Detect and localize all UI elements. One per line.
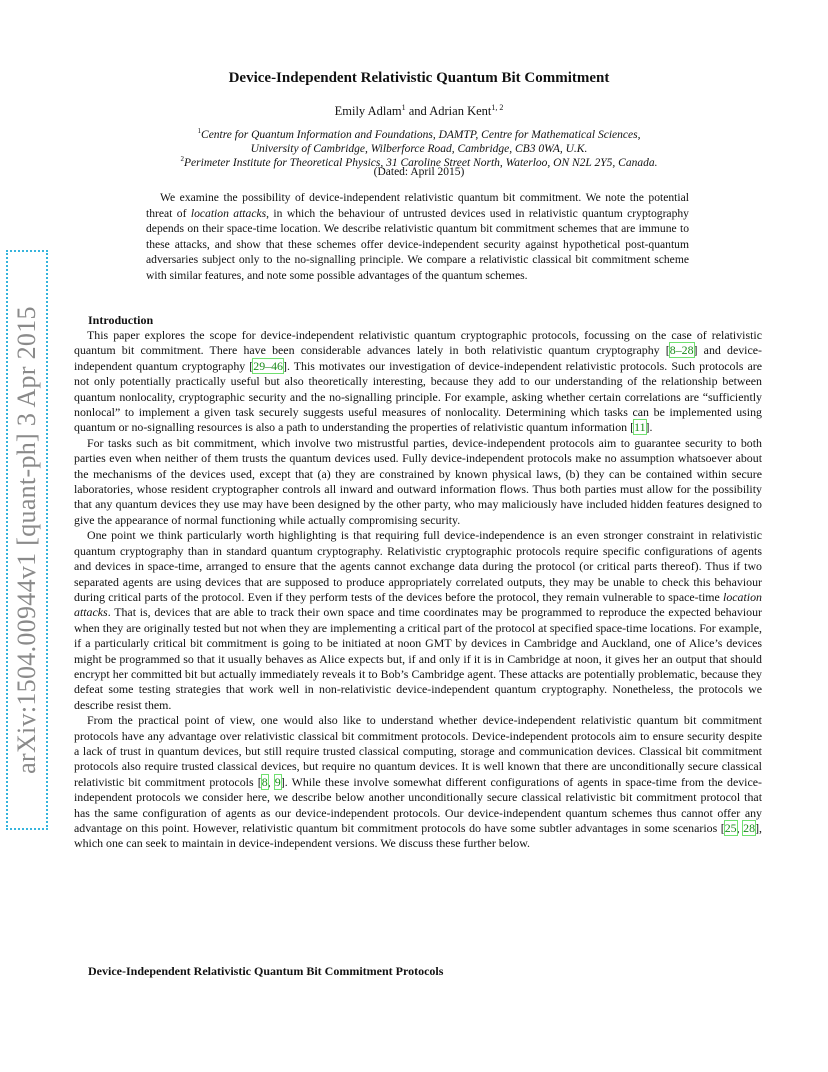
affiliation-text: Perimeter Institute for Theoretical Physics, 31 Caroline Street North, Waterloo, ON N2L 2Y5, Canada. <box>184 156 658 169</box>
paragraph-text: ]. While these involve somewhat different configurations of agents in space-time from the device-independent protocols we consider here, we describe below another unconditionally secure classical relativistic bit commitment protocol that has the same configuration of agents as our device-independent protocols. Our device-independent quantum schemes thus cannot offer any advantage on this point. However, relativistic quantum bit commitment protocols do have some subtler advantages in some scenarios [ <box>74 774 762 835</box>
paragraph <box>74 528 762 713</box>
abstract <box>146 190 689 283</box>
affiliation-text: University of Cambridge, Wilberforce Road, Cambridge, CB3 0WA, U.K. <box>250 143 588 156</box>
paragraph-text: , <box>267 774 275 789</box>
affiliation-marker: 1, 2 <box>491 103 504 112</box>
paragraph-text: , <box>736 821 744 835</box>
citation-link[interactable]: 29–46 <box>253 358 283 373</box>
citation-link[interactable]: 25 <box>724 821 737 835</box>
citation-link[interactable]: 28 <box>743 821 756 835</box>
citation-link[interactable]: 9 <box>274 774 281 789</box>
abstract-emphasis: location attacks <box>190 206 267 220</box>
body-text <box>74 328 762 852</box>
paragraph-text: From the practical point of view, one would also like to understand whether device-independent relativistic quantum bit commitment protocols have any advantage over relativistic classical bit commitment protocols. Device-independent protocols aim to ensure security despite a lack of trust in quantum devices, but still require trusted classical computing, storage and communication devices. Classical bit commitment protocols also require trusted classical devices, but require no quantum devices. It is well known that there are unconditionally secure classical relativistic bit commitment protocols [ <box>74 713 762 789</box>
paragraph <box>74 436 762 528</box>
author-line <box>74 103 764 119</box>
affiliation-marker: 1 <box>197 127 202 135</box>
paragraph <box>74 328 762 436</box>
paragraph-text: This paper explores the scope for device-independent relativistic quantum cryptographic protocols, focussing on the case of relativistic quantum bit commitment. There have been considerable advances lately in both relativistic quantum cryptography [ <box>74 328 762 358</box>
paragraph-text: ]. This motivates our investigation of device-independent relativistic protocols. Such protocols are not only potentially practically useful but also theoretically interesting, because they add to our understanding of the relationship between quantum nonlocality, cryptographic security and the no-signalling principle. For example, asking whether certain correlations are “sufficiently nonlocal” to implement a given task securely suggests useful measures of nonlocality. Determining which tasks can be implemented using quantum or no-signalling resources is also a path to understanding the properties of relativistic quantum information [ <box>74 358 762 435</box>
arxiv-identifier[interactable]: arXiv:1504.00944v1 [quant-ph] 3 Apr 2015 <box>6 250 48 830</box>
author-name: Emily Adlam <box>334 104 402 119</box>
abstract-text: , in which the behaviour of untrusted devices used in relativistic quantum cryptography depends on their space-time location. We describe relativistic quantum bit commitment schemes that are immune to these attacks, and show that these schemes offer device-independent security against hypothetical post-quantum adversaries subject only to the no-signalling principle. We compare a relativistic classical bit commitment scheme with similar features, and note some possible advantages of the quantum schemes. <box>146 206 689 282</box>
affiliation-marker: 1 <box>401 103 406 112</box>
paragraph-text: . That is, devices that are able to track their own space and time coordinates may be programmed to reproduce the expected behaviour when they are originally tested but not when they are implementing a critical part of the protocol at specified space-time locations. For example, if a particularly critical bit commitment is going to be initiated at noon GMT by devices in Cambridge and Auckland, one of Alice’s devices might be programmed so that it usually behaves as Alice expects but, if and only if it is in Cambridge at noon, it gives her an output that should encrypt her committed bit but actually immediately reveals it to Bob’s Cambridge agent. These attacks are potentially problematic, because they defeat some testing strategies that work well in non-relativistic device-independent quantum cryptography. Nonetheless, the protocols we describe resist them. <box>74 605 762 712</box>
paragraph-text: For tasks such as bit commitment, which involve two mistrustful parties, device-independent protocols aim to guarantee security to both parties even when neither of them trusts the quantum devices used. Fully device-independent protocols make no assumption whatsoever about the mechanisms of the devices used, except that (a) they are constrained by known physical laws, (b) they can be contained within secure laboratories, whose resident cryptographer controls all inward and outward information flows. Thus both parties must allow for the possibility that any quantum devices they use may have been designed by the other party, who may maliciously have included hidden features designed to give the appearance of normal functioning while actually compromising security. <box>74 435 762 527</box>
arxiv-side-stamp <box>6 250 48 830</box>
paragraph-emphasis: location attacks <box>74 589 762 620</box>
paragraph-text: ]. <box>645 420 653 435</box>
paragraph <box>74 713 762 852</box>
section-heading-introduction: Introduction <box>88 313 154 327</box>
date-line: (Dated: April 2015) <box>373 166 465 178</box>
paragraph-text: One point we think particularly worth highlighting is that requiring full device-independence is an even stronger constraint in relativistic quantum cryptography than in standard quantum cryptography. Relativistic cryptographic protocols require specific configurations of agents and devices in space-time, arranged to ensure that the agents cannot exchange data during the protocol (or critical parts thereof). Thus if two separated agents are using devices that are supposed to produce appropriately correlated outputs, they may be unable to check this behaviour during critical parts of the protocol. Even if they perform tests of the devices before the protocol, they remain vulnerable to space-time <box>74 528 762 604</box>
affiliation-marker: 2 <box>180 155 185 163</box>
author-name: Adrian Kent <box>429 104 492 119</box>
paper-title: Device-Independent Relativistic Quantum Bit Commitment <box>228 70 610 86</box>
section-heading-protocols: Device-Independent Relativistic Quantum Bit Commitment Protocols <box>88 964 444 978</box>
citation-link[interactable]: 8 <box>261 774 268 789</box>
paragraph-text: ] and device-independent quantum cryptography [ <box>74 343 763 373</box>
abstract-text: We examine the possibility of device-independent relativistic quantum bit commitment. We note the potential threat of <box>146 191 689 220</box>
paragraph-text: ], which one can seek to maintain in device-independent versions. We discuss these further below. <box>74 821 762 851</box>
citation-link[interactable]: 11 <box>634 420 646 435</box>
citation-link[interactable]: 8–28 <box>669 343 694 358</box>
affiliation-text: Centre for Quantum Information and Foundations, DAMTP, Centre for Mathematical Sciences, <box>201 128 641 141</box>
author-separator: and <box>405 104 430 119</box>
